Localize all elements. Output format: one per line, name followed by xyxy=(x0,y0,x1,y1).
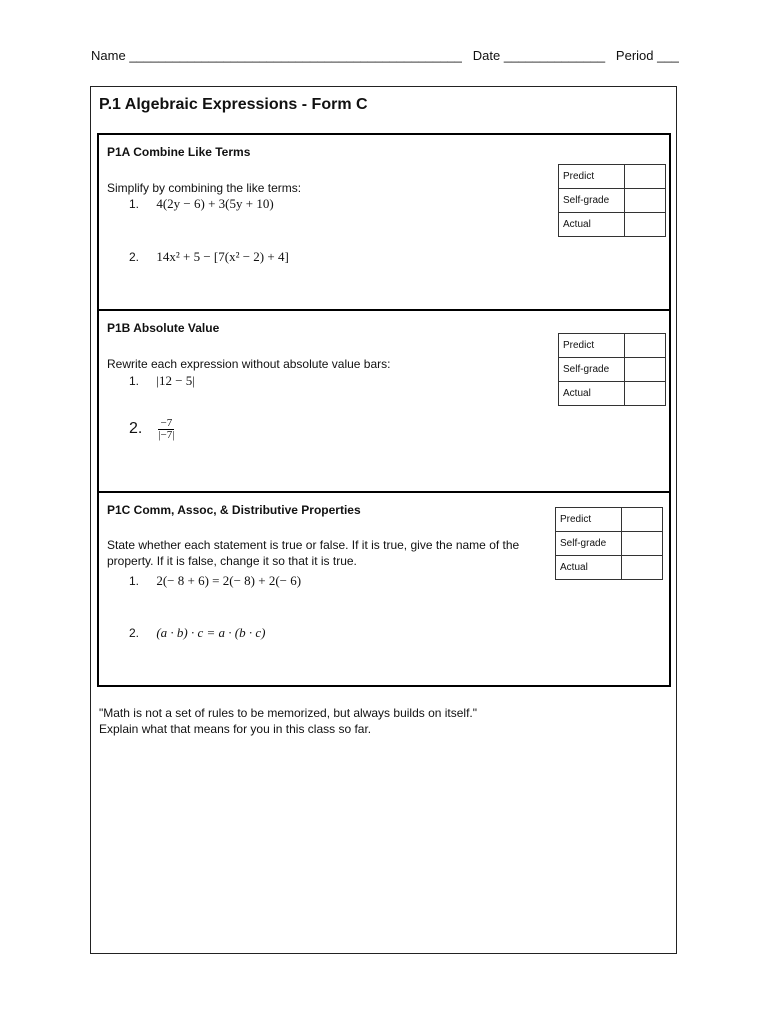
name-label: Name xyxy=(91,48,126,63)
problem-number: 2. xyxy=(129,626,140,640)
predict-box[interactable] xyxy=(622,508,663,532)
reflection-block xyxy=(99,705,477,737)
reflection-quote: "Math is not a set of rules to be memorized, but always builds on itself." xyxy=(99,706,478,720)
problem-item xyxy=(129,196,274,212)
actual-label: Actual xyxy=(556,556,622,580)
math-expression: (a · b) · c = a · (b · c) xyxy=(156,625,266,640)
predict-label: Predict xyxy=(556,508,622,532)
period-field[interactable]: ___ xyxy=(657,48,679,63)
actual-box[interactable] xyxy=(625,382,666,406)
self-grade-label: Self-grade xyxy=(559,189,625,213)
section-p1a xyxy=(97,133,671,311)
section-p1b xyxy=(97,309,671,493)
math-expression: 2(− 8 + 6) = 2(− 8) + 2(− 6) xyxy=(156,573,302,588)
section-p1c xyxy=(97,491,671,687)
problem-number: 2. xyxy=(129,250,140,264)
self-grade-box[interactable] xyxy=(622,532,663,556)
date-label: Date xyxy=(472,48,501,63)
name-field[interactable]: ______________________________________________ xyxy=(129,48,462,63)
problem-item xyxy=(129,573,301,589)
actual-box[interactable] xyxy=(622,556,663,580)
self-grade-label: Self-grade xyxy=(559,358,625,382)
predict-label: Predict xyxy=(559,334,625,358)
actual-label: Actual xyxy=(559,382,625,406)
problem-number: 1. xyxy=(129,374,140,388)
problem-number: 2. xyxy=(129,419,143,437)
problem-item xyxy=(129,373,195,389)
predict-label: Predict xyxy=(559,165,625,189)
grade-table xyxy=(558,164,666,237)
predict-box[interactable] xyxy=(625,334,666,358)
section-heading: P1A Combine Like Terms xyxy=(107,145,251,159)
section-heading: P1C Comm, Assoc, & Distributive Properties xyxy=(107,503,361,517)
math-expression: 14x² + 5 − [7(x² − 2) + 4] xyxy=(156,249,289,264)
section-instruction: Simplify by combining the like terms: xyxy=(107,181,302,195)
actual-box[interactable] xyxy=(625,213,666,237)
predict-box[interactable] xyxy=(625,165,666,189)
reflection-prompt: Explain what that means for you in this class so far. xyxy=(99,722,372,736)
worksheet-frame xyxy=(90,86,677,954)
math-expression: 4(2y − 6) + 3(5y + 10) xyxy=(156,196,274,211)
problem-item xyxy=(129,625,265,641)
problem-item xyxy=(129,249,289,265)
fraction-numerator: −7 xyxy=(158,418,174,430)
period-label: Period xyxy=(615,48,654,63)
section-heading: P1B Absolute Value xyxy=(107,321,220,335)
problem-number: 1. xyxy=(129,574,140,588)
section-instruction: State whether each statement is true or false. If it is true, give the name of the property. If it is false, change it so that it is true. xyxy=(107,538,520,568)
grade-table xyxy=(558,333,666,406)
section-instruction: Rewrite each expression without absolute value bars: xyxy=(107,357,391,371)
self-grade-box[interactable] xyxy=(625,358,666,382)
page-title: P.1 Algebraic Expressions - Form C xyxy=(99,96,368,113)
actual-label: Actual xyxy=(559,213,625,237)
date-field[interactable]: ______________ xyxy=(503,48,606,63)
math-expression: |12 − 5| xyxy=(156,373,195,388)
self-grade-box[interactable] xyxy=(625,189,666,213)
student-info-line xyxy=(91,48,681,63)
problem-number: 1. xyxy=(129,197,140,211)
fraction-expression xyxy=(158,418,174,441)
self-grade-label: Self-grade xyxy=(556,532,622,556)
grade-table xyxy=(555,507,663,580)
fraction-denominator: |−7| xyxy=(158,429,175,441)
problem-item xyxy=(129,418,174,441)
